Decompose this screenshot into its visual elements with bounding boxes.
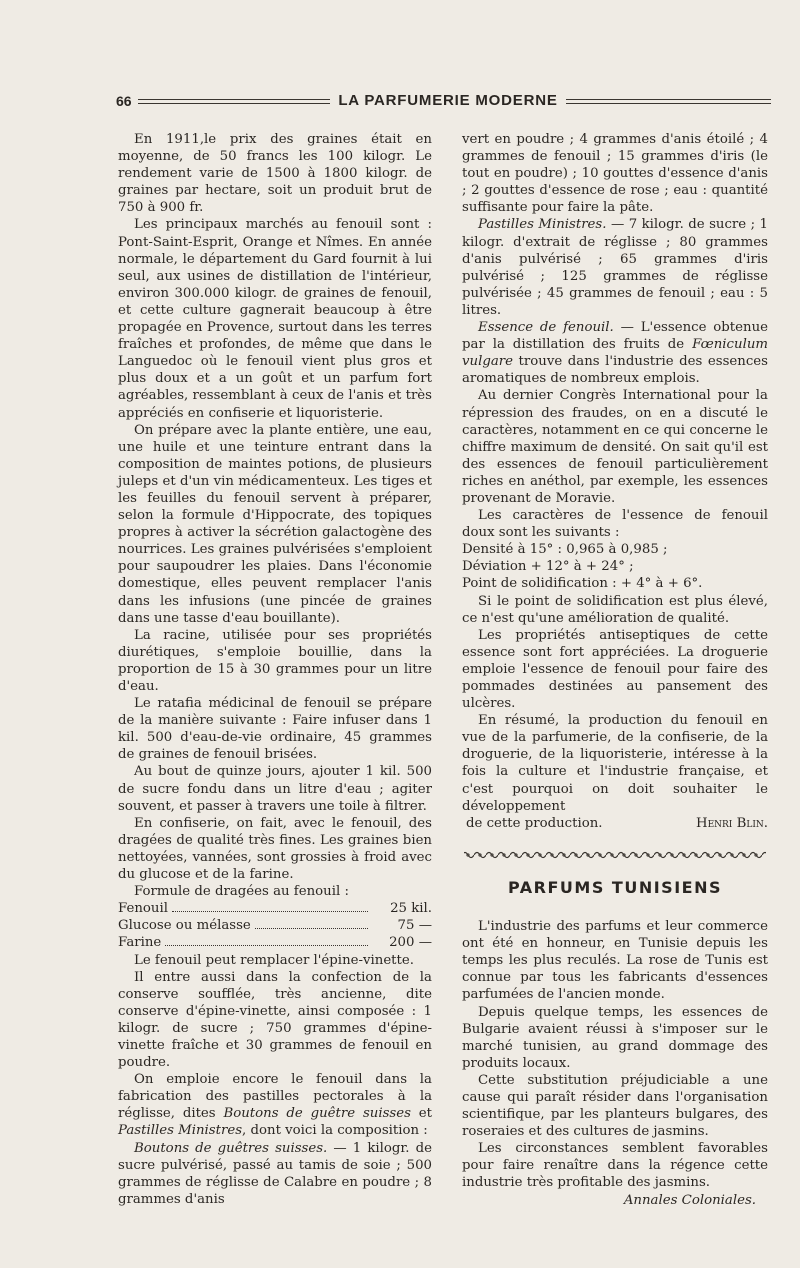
- list-item: Densité à 15° : 0,965 à 0,985 ;: [462, 542, 668, 558]
- formula-ingredient: Fenouil: [118, 901, 169, 917]
- paragraph: Les circonstances semblent favorables pour faire renaître dans la régence cette industrie très profitable des jasmins.: [462, 1141, 768, 1191]
- characteristics-list: [462, 541, 768, 592]
- formula-quantity: 75 —: [397, 918, 432, 934]
- dot-leader: [172, 911, 368, 912]
- paragraph: En 1911,le prix des graines était en moyenne, de 50 francs les 100 kilogr. Le rendement varie de 1500 à 1800 kilogr. de graines par hectare, soit un produit brut de 750 à 900 fr.: [118, 132, 432, 216]
- section-title: PARFUMS TUNISIENS: [508, 877, 722, 897]
- formula-quantity: 200 —: [389, 935, 432, 951]
- paragraph: On emploie encore le fenouil dans la fabrication des pastilles pectorales à la réglisse, dites Boutons de guêtre suisses et Pastilles Ministres, dont voici la composition :: [118, 1072, 432, 1139]
- journal-title: LA PARFUMERIE MODERNE: [338, 92, 558, 109]
- formula-quantity: 25 kil.: [390, 901, 432, 917]
- ornament-divider: [462, 850, 768, 860]
- author-signature: Henri Blin.: [695, 815, 768, 831]
- dot-leader: [165, 945, 368, 946]
- paragraph: Pastilles Ministres. — 7 kilogr. de sucre ; 1 kilogr. d'extrait de réglisse ; 80 grammes d'anis pulvérisé ; 65 grammes d'iris pulvérisé ; 125 grammes de réglisse pulvérisée ; 45 grammes de fenouil ; eau : 5 litres.: [462, 217, 768, 318]
- paragraph: Le ratafia médicinal de fenouil se prépare de la manière suivante : Faire infuser dans 1 kil. 500 d'eau-de-vie ordinaire, 45 grammes de graines de fenouil brisées.: [118, 696, 432, 763]
- source-citation: Annales Coloniales.: [623, 1192, 756, 1208]
- right-column: [462, 131, 768, 1209]
- formula-ingredient: Farine: [118, 935, 162, 951]
- paragraph: Si le point de solidification est plus élevé, ce n'est qu'une amélioration de qualité.: [462, 593, 768, 626]
- formula-table: [118, 900, 432, 951]
- header-rule-right: [566, 99, 771, 104]
- paragraph: Boutons de guêtres suisses. — 1 kilogr. de sucre pulvérisé, passé au tamis de soie ; 500 grammes de réglisse de Calabre en poudre ; 8 grammes d'anis: [118, 1140, 432, 1207]
- page-header: [116, 92, 776, 112]
- paragraph-end: de cette production.: [466, 815, 603, 831]
- dot-leader: [255, 928, 368, 929]
- paragraph: Essence de fenouil. — L'essence obtenue par la distillation des fruits de Fœniculum vulgare trouve dans l'industrie des essences aromatiques de nombreux emplois.: [462, 320, 768, 387]
- formula-title: Formule de dragées au fenouil :: [134, 884, 349, 900]
- paragraph: On prépare avec la plante entière, une eau, une huile et une teinture entrant dans la composition de maintes potions, de plusieurs juleps et d'un vin médicamenteux. Les tiges et les feuilles du fenouil servent à préparer, selon la formule d'Hippocrate, des topiques propres à activer la sécrétion galactogène des nourrices. Les graines pulvérisées s'emploient pour saupoudrer les plaies. Dans l'économie domestique, elles peuvent remplacer l'anis dans les infusions (une pincée de graines dans une tasse d'eau bouillante).: [118, 422, 432, 626]
- paragraph: Les principaux marchés au fenouil sont : Pont-Saint-Esprit, Orange et Nîmes. En année normale, le département du Gard fournit à lui seul, aux usines de distillation de l'intérieur, environ 300.000 kilogr. de graines de fenouil, et cette culture gagnerait beaucoup à être propagée en Provence, surtout dans les terres fraîches et profondes, de même que dans le Languedoc où le fenouil vient plus gros et plus doux et a un goût et un parfum fort agréables, ressemblant à ceux de l'anis et très appréciés en confiserie et liquoristerie.: [118, 217, 432, 421]
- paragraph: Les propriétés antiseptiques de cette essence sont fort appréciées. La droguerie emploie l'essence de fenouil pour faire des pommades destinées au pansement des ulcères.: [462, 627, 768, 712]
- paragraph: Le fenouil peut remplacer l'épine-vinette.: [134, 952, 414, 968]
- formula-row: [118, 934, 432, 951]
- page-number: 66: [116, 93, 132, 109]
- paragraph: Au dernier Congrès International pour la répression des fraudes, on en a discuté le caractères, notamment en ce qui concerne le chiffre maximum de densité. On sait qu'il est des essences de fenouil particulièrement riches en anéthol, par exemple, les essences provenant de Moravie.: [462, 388, 768, 506]
- header-rule-left: [138, 99, 330, 104]
- paragraph: Depuis quelque temps, les essences de Bulgarie avaient réussi à s'imposer sur le marché tunisien, au grand dommage des produits locaux.: [462, 1004, 768, 1071]
- paragraph: vert en poudre ; 4 grammes d'anis étoilé ; 4 grammes de fenouil ; 15 grammes d'iris (le tout en poudre) ; 10 gouttes d'essence d'anis ; 2 gouttes d'essence de rose ; eau : quantité suffisante pour faire la pâte.: [462, 132, 768, 216]
- paragraph: En résumé, la production du fenouil en vue de la parfumerie, de la confiserie, de la droguerie, de la liquoristerie, intéresse à la fois la culture et l'industrie française, et c'est pourquoi on doit souhaiter le développement: [462, 713, 768, 814]
- formula-row: [118, 900, 432, 917]
- list-item: Déviation + 12° à + 24° ;: [462, 559, 634, 575]
- formula-ingredient: Glucose ou mélasse: [118, 918, 251, 934]
- paragraph: Au bout de quinze jours, ajouter 1 kil. 500 de sucre fondu dans un litre d'eau ; agiter souvent, et passer à travers une toile à filtrer.: [118, 764, 432, 814]
- list-item: Point de solidification : + 4° à + 6°.: [462, 576, 703, 592]
- signature-row: [462, 815, 768, 832]
- paragraph: En confiserie, on fait, avec le fenouil, des dragées de qualité très fines. Les graines bien nettoyées, vannées, sont grossies à froid avec du glucose et de la farine.: [118, 815, 432, 883]
- paragraph: Les caractères de l'essence de fenouil doux sont les suivants :: [462, 508, 768, 541]
- formula-row: [118, 917, 432, 934]
- paragraph: L'industrie des parfums et leur commerce ont été en honneur, en Tunisie depuis les temps les plus reculés. La rose de Tunis est connue par tous les fabricants d'essences parfumées de l'ancien monde.: [462, 919, 768, 1003]
- left-column: [118, 131, 432, 1208]
- paragraph: La racine, utilisée pour ses propriétés diurétiques, s'emploie bouillie, dans la proportion de 15 à 30 grammes pour un litre d'eau.: [118, 627, 432, 694]
- paragraph: Cette substitution préjudiciable a une cause qui paraît résider dans l'organisation scientifique, par les planteurs bulgares, des roseraies et des cultures de jasmins.: [462, 1072, 768, 1140]
- paragraph: Il entre aussi dans la confection de la conserve soufflée, très ancienne, dite conserve d'épine-vinette, ainsi composée : 1 kilogr. de sucre ; 750 grammes d'épine-vinette fraîche et 30 grammes de fenouil en poudre.: [118, 969, 432, 1071]
